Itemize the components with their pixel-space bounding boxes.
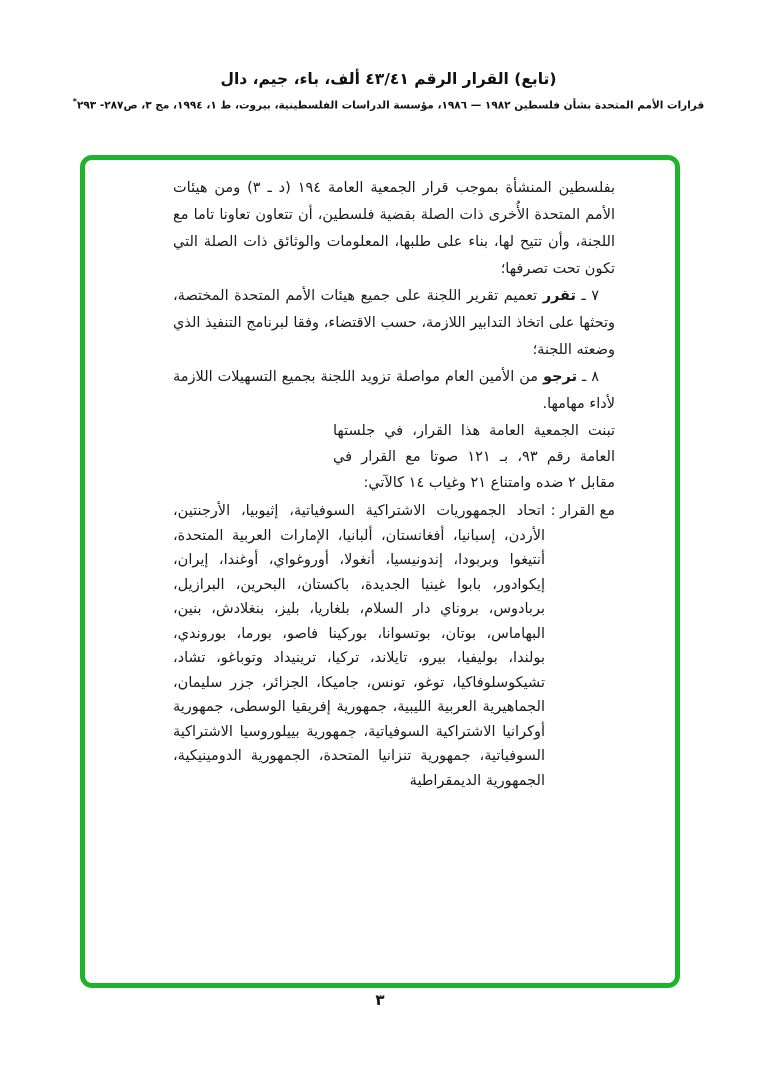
resolution-text xyxy=(85,160,675,793)
paragraph-continuation: بفلسطين المنشأة بموجب قرار الجمعية العامة ١٩٤ (د ـ ٣) ومن هيئات الأمم المتحدة الأُخرى ذات الصلة بقضية فلسطين، أن تتعاون تعاونا تاما مع اللجنة، وأن تتيح لها، بناء على طلبها، المعلومات والوثائق ذات الصلة التي تكون تحت تصرفها؛ xyxy=(173,180,615,277)
source-citation xyxy=(0,97,777,112)
vote-for-label: مع القرار : xyxy=(550,503,615,519)
paragraph-8-text: من الأمين العام مواصلة تزويد اللجنة بجميع التسهيلات اللازمة لأداء مهامها. xyxy=(173,369,615,412)
paragraph-7-text: تعميم تقرير اللجنة على جميع هيئات الأمم المتحدة المختصة، وتحثها على اتخاذ التدابير اللازمة، حسب الاقتضاء، وفقا لبرنامج التنفيذ الذي وضعته اللجنة؛ xyxy=(173,288,615,358)
operative-paragraph-7 xyxy=(173,283,615,364)
operative-paragraph-8 xyxy=(173,364,615,418)
source-citation-text: قرارات الأمم المتحدة بشأن فلسطين ١٩٨٢ — ١٩٨٦، مؤسسة الدراسات الفلسطينية، بيروت، ط ١، ١٩٩٤، مج ٣، ص٢٨٧- ٢٩٣ xyxy=(76,99,705,112)
page-header xyxy=(0,70,777,112)
resolution-title: (تابع) القرار الرقم ٤٣/٤١ ألف، باء، جيم، دال xyxy=(220,70,557,88)
adoption-note: تبنت الجمعية العامة هذا القرار، في جلستها العامة رقم ٩٣، بـ ١٢١ صوتا مع القرار في مقابل ٢ ضده وامتناع ٢١ وغياب ١٤ كالآتي: xyxy=(333,423,615,491)
paragraph-7-number: ٧ ـ xyxy=(575,288,599,304)
page-number: ٣ xyxy=(375,991,385,1009)
vote-for-countries: اتحاد الجمهوريات الاشتراكية السوفياتية، إثيوبيا، الأرجنتين، الأردن، إسبانيا، أفغانستان، ألبانيا، الإمارات العربية المتحدة، أنتيغوا وبربودا، إندونيسيا، أنغولا، أوروغواي، أوغندا، إيران، إيكوادور، بابوا غينيا الجديدة، باكستان، البحرين، البرازيل، بربادوس، بروناي دار السلام، بلغاريا، بليز، بنغلادش، بنين، البهاماس، بوتان، بوتسوانا، بوركينا فاصو، بورما، بوروندي، بولندا، بوليفيا، بيرو، تايلاند، تركيا، ترينيداد وتوباغو، تشاد، تشيكوسلوفاكيا، توغو، تونس، جاميكا، الجزائر، جزر سليمان، الجماهيرية العربية الليبية، جمهورية إفريقيا الوسطى، جمهورية أوكرانيا الاشتراكية السوفياتية، جمهورية بييلوروسيا الاشتراكية السوفياتية، جمهورية تنزانيا المتحدة، الجمهورية الدومينيكية، الجمهورية الديمقراطية xyxy=(173,503,545,789)
paragraph-8-keyword: ترجو xyxy=(543,369,578,385)
vote-for-block xyxy=(173,499,615,793)
resolution-box xyxy=(80,155,680,988)
paragraph-7-keyword: تقرر xyxy=(542,288,576,304)
paragraph-8-number: ٨ ـ xyxy=(577,369,599,385)
footnote-asterisk: * xyxy=(72,97,77,106)
